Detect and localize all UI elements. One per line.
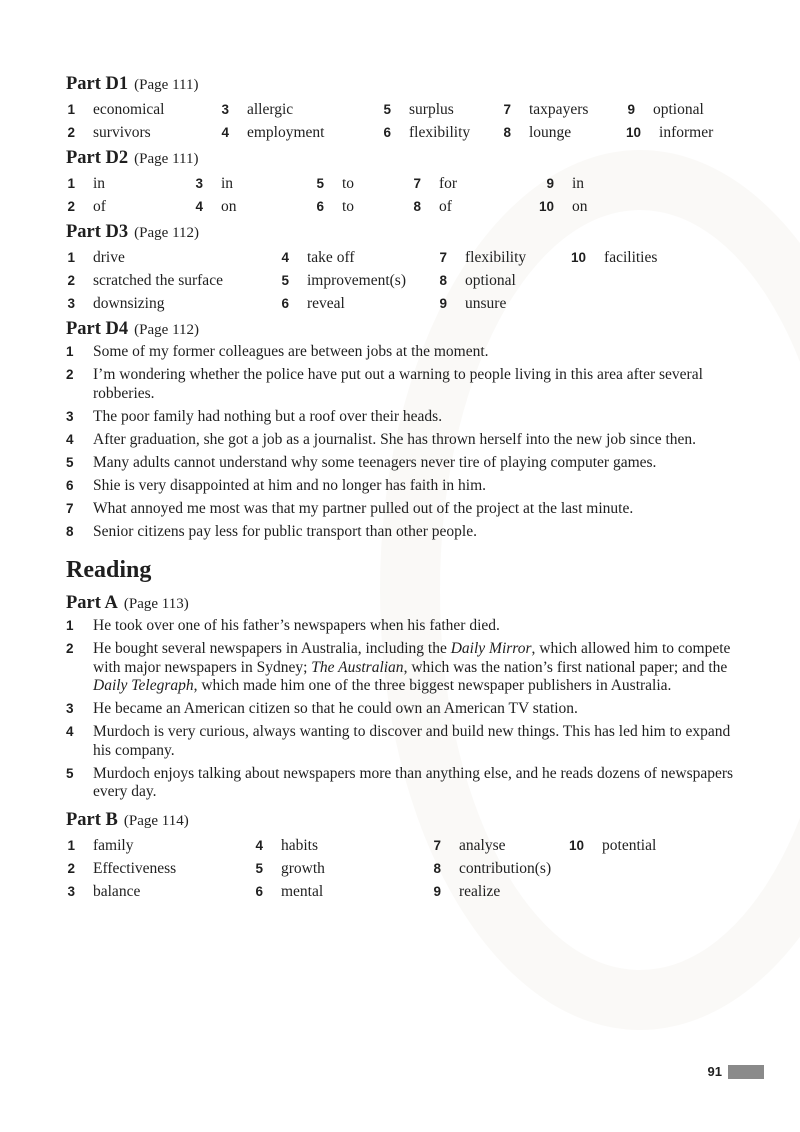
answer-text: flexibility [409, 124, 471, 141]
answer-text: survivors [93, 124, 151, 141]
part-b-answers [66, 834, 736, 903]
answer-cell [315, 195, 354, 218]
answer-item [66, 477, 736, 496]
answer-cell [66, 834, 133, 857]
answer-number: 1 [67, 102, 75, 117]
answer-cell [536, 195, 588, 218]
answer-text: lounge [529, 124, 572, 141]
part-b-heading [66, 806, 736, 834]
answer-text: contribution(s) [459, 860, 552, 877]
answer-number: 7 [503, 102, 511, 117]
answer-cell [382, 98, 454, 121]
answer-number: 6 [255, 884, 263, 899]
answer-text: optional [465, 272, 516, 289]
answer-text: informer [659, 124, 714, 141]
answer-number: 5 [255, 861, 263, 876]
part-d4-heading [66, 315, 736, 343]
answer-number: 1 [66, 344, 74, 359]
answer-text: The poor family had nothing but a roof over their heads. [93, 407, 443, 425]
answer-text: economical [93, 101, 165, 118]
part-d1-heading [66, 70, 736, 98]
answer-cell [66, 269, 223, 292]
answer-cell [438, 246, 526, 269]
answer-cell [66, 880, 140, 903]
answer-number: 7 [413, 176, 421, 191]
answer-text: After graduation, she got a job as a journalist. She has thrown herself into the new job since then. [93, 430, 697, 448]
answer-text: improvement(s) [307, 272, 407, 289]
page-number [708, 1064, 764, 1079]
answer-number: 4 [66, 431, 74, 447]
answer-number: 2 [67, 861, 75, 876]
answer-text: in [93, 175, 106, 192]
answer-text: family [93, 837, 134, 854]
answer-row [66, 857, 736, 880]
answer-number: 8 [439, 273, 447, 288]
answer-number: 3 [66, 701, 74, 716]
answer-cell [194, 195, 237, 218]
answer-item [66, 500, 736, 519]
answer-number: 9 [439, 296, 447, 311]
part-b-title: Part B [66, 810, 118, 830]
answer-number: 4 [195, 199, 203, 214]
page-tab-bar [728, 1065, 764, 1079]
answer-text: balance [93, 883, 141, 900]
answer-text: on [572, 198, 588, 215]
answer-item [66, 617, 736, 636]
answer-text: downsizing [93, 295, 165, 312]
answer-number: 3 [195, 176, 203, 191]
answer-text: flexibility [465, 249, 527, 266]
answer-text: in [572, 175, 585, 192]
part-b-page-ref: (Page 114) [123, 813, 189, 829]
answer-text: in [221, 175, 234, 192]
answer-cell [194, 172, 233, 195]
answer-number: 6 [316, 199, 324, 214]
answer-number: 10 [626, 125, 642, 140]
answer-number: 4 [281, 250, 289, 265]
answer-number: 5 [316, 176, 324, 191]
answer-key-page [66, 70, 736, 903]
answer-number: 8 [66, 523, 74, 539]
answer-text: of [93, 198, 106, 215]
answer-text: facilities [604, 249, 658, 266]
answer-text: Murdoch enjoys talking about newspapers more than anything else, and he reads dozens of newspapers every day. [93, 764, 734, 800]
answer-cell [626, 98, 704, 121]
answer-text: analyse [459, 837, 506, 854]
answer-cell [280, 269, 406, 292]
part-a-title: Part A [66, 593, 118, 613]
answer-number: 10 [571, 250, 587, 265]
answer-text: Senior citizens pay less for public transport than other people. [93, 522, 477, 540]
answer-number: 1 [67, 838, 75, 853]
answer-row [66, 246, 736, 269]
answer-cell [220, 98, 293, 121]
answer-row [66, 121, 736, 144]
part-d1-title: Part D1 [66, 74, 129, 94]
part-d2-heading [66, 144, 736, 172]
answer-number: 5 [281, 273, 289, 288]
answer-number: 6 [281, 296, 289, 311]
answer-number: 9 [433, 884, 441, 899]
answer-number: 10 [538, 199, 554, 214]
answer-text: employment [247, 124, 325, 141]
answer-cell [254, 880, 323, 903]
answer-cell [382, 121, 470, 144]
answer-number: 3 [67, 884, 75, 899]
answer-number: 6 [383, 125, 391, 140]
answer-item [66, 640, 736, 696]
answer-cell [280, 246, 354, 269]
answer-text: on [221, 198, 237, 215]
answer-cell [66, 246, 125, 269]
part-d4-answers [66, 343, 736, 541]
answer-number: 9 [546, 176, 554, 191]
part-d3-answers [66, 246, 736, 315]
answer-text: drive [93, 249, 125, 266]
newspaper-title: The Australian [311, 658, 404, 676]
answer-text: He took over one of his father’s newspapers when his father died. [93, 617, 500, 634]
part-a-remaining [66, 700, 736, 802]
part-d4-title: Part D4 [66, 319, 129, 339]
part-a-heading [66, 589, 736, 617]
answer-text: to [342, 175, 355, 192]
reading-section-title: Reading [66, 557, 152, 583]
part-a-answers [66, 617, 736, 802]
part-d2-page-ref: (Page 111) [134, 151, 199, 167]
answer-row [66, 292, 736, 315]
answer-item [66, 765, 736, 802]
answer-row [66, 880, 736, 903]
part-d3-heading [66, 218, 736, 246]
answer-cell [438, 269, 516, 292]
answer-number: 4 [221, 125, 229, 140]
answer-text: habits [281, 837, 319, 854]
answer-row [66, 269, 736, 292]
answer-number: 5 [66, 765, 74, 781]
answer-cell [432, 834, 505, 857]
newspaper-title: Daily Mirror [450, 640, 532, 657]
part-d4-page-ref: (Page 112) [134, 322, 200, 338]
answer-text: taxpayers [529, 101, 589, 118]
newspaper-title: Daily Telegraph [93, 677, 194, 694]
answer-number: 1 [67, 176, 75, 191]
answer-number: 3 [67, 296, 75, 311]
answer-number: 3 [221, 102, 229, 117]
answer-number: 2 [67, 273, 75, 288]
answer-text: Some of my former colleagues are between jobs at the moment. [93, 343, 489, 360]
part-d1-page-ref: (Page 111) [134, 77, 199, 93]
answer-cell [432, 857, 551, 880]
answer-number: 8 [413, 199, 421, 214]
answer-number: 7 [433, 838, 441, 853]
answer-text: Many adults cannot understand why some teenagers never tire of playing computer games. [93, 453, 657, 471]
answer-number: 2 [67, 125, 75, 140]
answer-cell [66, 292, 164, 315]
answer-cell [315, 172, 354, 195]
answer-cell [254, 834, 318, 857]
answer-number: 4 [66, 724, 74, 739]
answer-text: He became an American citizen so that he could own an American TV station. [93, 700, 578, 717]
part-a-page-ref: (Page 113) [123, 596, 189, 612]
answer-cell [220, 121, 325, 144]
answer-cell [502, 121, 571, 144]
answer-number: 10 [569, 838, 585, 853]
answer-number: 1 [67, 250, 75, 265]
answer-number: 5 [66, 454, 74, 470]
answer-cell [254, 857, 325, 880]
answer-row [66, 98, 736, 121]
answer-number: 2 [66, 367, 74, 382]
answer-number: 4 [255, 838, 263, 853]
answer-text: of [439, 198, 452, 215]
answer-number: 3 [66, 408, 74, 424]
answer-text: growth [281, 860, 325, 877]
answer-text: unsure [465, 295, 507, 312]
answer-number: 8 [503, 125, 511, 140]
answer-number: 5 [383, 102, 391, 117]
answer-cell [571, 246, 657, 269]
answer-row [66, 195, 736, 218]
answer-item [66, 454, 736, 473]
answer-text: reveal [307, 295, 345, 312]
answer-item [66, 700, 736, 719]
answer-cell [66, 121, 151, 144]
answer-number: 2 [66, 641, 74, 656]
answer-item [66, 431, 736, 450]
answer-text: optional [653, 101, 704, 118]
answer-text: He bought several newspapers in Australia, including the Daily Mirror, which allowed him to compete with major newspapers in Sydney; The Australian, which was the nation’s first national paper; and the Daily Telegraph, which made him one of the three biggest newspaper publishers in Australia. [93, 640, 731, 694]
answer-cell [412, 172, 457, 195]
page-number-label: 91 [707, 1064, 722, 1079]
part-d3-title: Part D3 [66, 222, 129, 242]
answer-number: 9 [627, 102, 635, 117]
answer-item [66, 366, 736, 403]
answer-cell [626, 121, 713, 144]
answer-cell [412, 195, 452, 218]
answer-number: 2 [67, 199, 75, 214]
answer-text: potential [602, 837, 657, 854]
answer-row [66, 172, 736, 195]
part-d2-answers [66, 172, 736, 218]
answer-cell [536, 172, 584, 195]
answer-text: take off [307, 249, 355, 266]
answer-text: for [439, 175, 458, 192]
answer-cell [280, 292, 345, 315]
answer-number: 7 [439, 250, 447, 265]
answer-text: mental [281, 883, 324, 900]
answer-text: I’m wondering whether the police have put out a warning to people living in this area after several robberies. [93, 366, 703, 402]
answer-cell [432, 880, 500, 903]
answer-text: realize [459, 883, 501, 900]
answer-text: to [342, 198, 355, 215]
answer-text: Murdoch is very curious, always wanting to discover and build new things. This has led him to expand his company. [93, 723, 731, 759]
answer-text: scratched the surface [93, 272, 223, 289]
answer-row [66, 834, 736, 857]
part-d2-title: Part D2 [66, 148, 129, 168]
answer-item [66, 343, 736, 362]
answer-cell [66, 98, 164, 121]
answer-number: 1 [66, 618, 74, 633]
answer-item [66, 523, 736, 542]
answer-item [66, 723, 736, 760]
answer-number: 6 [66, 477, 74, 493]
answer-number: 7 [66, 500, 74, 516]
answer-cell [502, 98, 588, 121]
answer-text: Shie is very disappointed at him and no longer has faith in him. [93, 476, 487, 494]
part-d3-page-ref: (Page 112) [134, 225, 200, 241]
part-d1-answers [66, 98, 736, 144]
answer-cell [438, 292, 506, 315]
answer-cell [66, 195, 106, 218]
answer-cell [66, 172, 105, 195]
answer-number: 8 [433, 861, 441, 876]
answer-item [66, 408, 736, 427]
answer-cell [66, 857, 176, 880]
answer-text: Effectiveness [93, 860, 177, 877]
answer-cell [569, 834, 656, 857]
answer-text: surplus [409, 101, 454, 118]
answer-text: What annoyed me most was that my partner pulled out of the project at the last minute. [93, 499, 634, 517]
answer-text: allergic [247, 101, 294, 118]
